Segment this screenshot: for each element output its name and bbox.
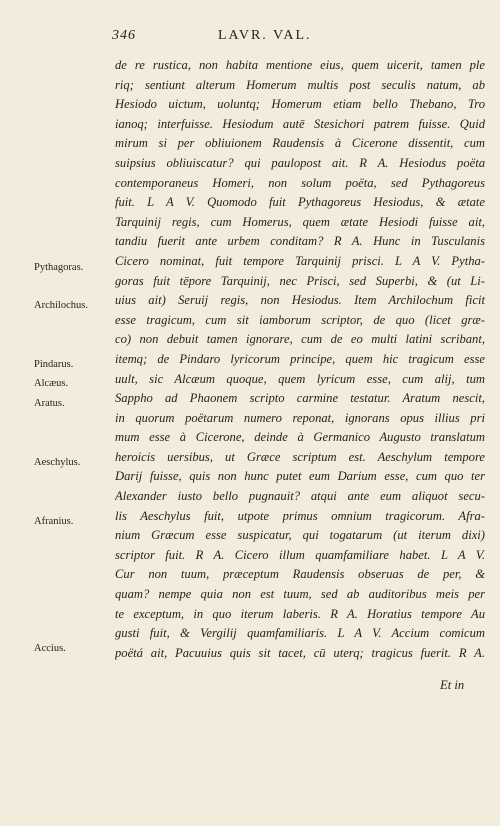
margin-note-pindarus: Pindarus. xyxy=(34,359,74,370)
margin-note-aeschylus: Aeschylus. xyxy=(34,457,81,468)
text-line: Tarquinij regis, cum Homerus, quem ætate Hesiodi fuisse ait, xyxy=(115,214,485,229)
text-line: scriptor fuit. R A. Cicero illum quamfamiliare habet. L A V. xyxy=(115,547,485,562)
text-line: nium Græcum esse suspicatur, qui togatarum (ut iterum dixi) xyxy=(115,528,485,543)
text-line: Darij fuisse, quis non hunc putet eum Darium esse, cum quo ter xyxy=(115,469,485,484)
text-line: poëtá ait, Pacuuius quis sit tacet, cū uterq; tragicus fuerit. R A. xyxy=(115,645,485,660)
text-line: de re rustica, non habita mentione eius, quem uicerit, tamen ple xyxy=(115,58,485,72)
text-line: suipsius obliuiscatur? qui paulopost ait. R A. Hesiodus poëta xyxy=(115,155,485,170)
text-line: heroicis uersibus, ut Græce scriptum est. Aeschylum tempore xyxy=(115,449,485,464)
text-line: lis Aeschylus fuit, utpote primus omnium tragicorum. Afra- xyxy=(115,508,485,523)
text-line: Alexander iusto bello pugnauit? atqui ante eum aliquot secu- xyxy=(115,489,485,504)
text-line: fuit. L A V. Quomodo fuit Pythagoreus Hesiodus, & ætate xyxy=(115,195,485,210)
catchword: Et in xyxy=(440,678,465,692)
margin-note-pythagoras: Pythagoras. xyxy=(34,262,84,273)
text-line: uult, sic Alcæum quoque, quem lyricum esse, cum alij, tum xyxy=(115,371,485,386)
text-line: te exceptum, in quo iterum laberis. R A. Horatius tempore Au xyxy=(115,606,485,621)
text-line: ianoq; interfuisse. Hesiodum autē Stesichori patrem fuisse. Quid xyxy=(115,116,485,131)
text-line: in quorum poëtarum numero reponat, ignorans opus illius pri xyxy=(115,410,485,425)
text-line: mirum si per obliuionem Raudensis à Cicerone dissentit, cum xyxy=(115,136,485,151)
margin-note-archilochus: Archilochus. xyxy=(34,300,88,311)
page-number: 346 xyxy=(112,28,136,43)
text-line: contemporaneus Homeri, non solum poëta, sed Pythagoreus xyxy=(115,175,485,190)
text-line: riq; sentiunt alterum Homerum multis post seculis natum, ab xyxy=(115,77,485,92)
text-line: Hesiodo uictum, uoluntq; Homerum etiam bello Thebano, Tro xyxy=(115,97,485,112)
margin-note-alcaeus: Alcæus. xyxy=(34,378,69,389)
text-line: Cur non tuum, præceptum Raudensis obseruas de per, & xyxy=(115,567,485,582)
margin-note-aratus: Aratus. xyxy=(34,398,65,409)
text-line: gusti fuit, & Vergilij quamfamiliaris. L A V. Accium comicum xyxy=(115,626,485,641)
body-text xyxy=(115,56,485,663)
margin-note-accius: Accius. xyxy=(34,643,66,654)
running-title: LAVR. VAL. xyxy=(218,28,312,43)
text-line: goras fuit tēpore Tarquinij, nec Prisci, sed Superbi, & (ut Li- xyxy=(115,273,485,288)
margin-note-afranius: Afranius. xyxy=(34,516,74,527)
text-line: uius ait) Seruij regis, non Hesiodus. Item Archilochum ficit xyxy=(115,293,485,308)
text-line: mum esse à Cicerone, deinde à Germanico Augusto translatum xyxy=(115,430,485,445)
text-line: itemq; de Pindaro lyricorum principe, quem hic tragicum esse xyxy=(115,351,485,366)
text-line: quam? nempe quia non est tuum, sed ab auditoribus meis per xyxy=(115,587,485,602)
text-line: co) non debuit tamen ignorare, cum de eo multi latini scribant, xyxy=(115,332,485,347)
text-line: Cicero nominat, fuit tempore Tarquinij prisci. L A V. Pytha- xyxy=(115,253,485,268)
text-line: Sappho ad Phaonem scripto carmine testatur. Aratum nescit, xyxy=(115,391,485,406)
page-header xyxy=(112,28,482,48)
text-line: esse tragicum, cum sit iamborum scriptor, de quo (licet græ- xyxy=(115,312,485,327)
text-line: tandiu fuerit ante urbem conditam? R A. Hunc in Tusculanis xyxy=(115,234,485,249)
